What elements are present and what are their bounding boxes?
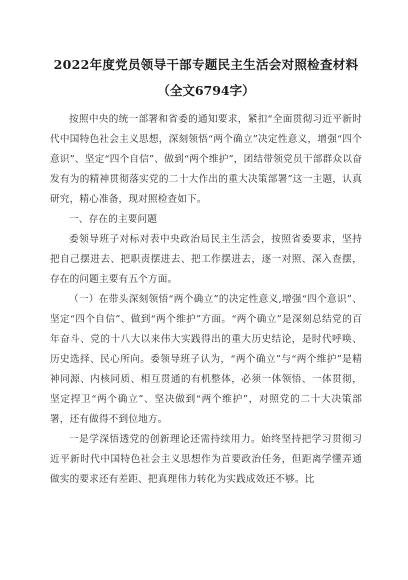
- document-title: 2022年度党员领导干部专题民主生活会对照检查材料: [53, 57, 359, 72]
- intro-paragraph: 按照中央的统一部署和省委的通知要求，紧扣“全面贯彻习近平新时代中国特色社会主义思想，深刻领悟“两个确立”决定性意义，增强“四个意识”、坚定“四个自信”、做到“两个维护”，团结带领党员干部群众以奋发有为的精神贯彻落实党的二十大作出的重大决策部署”这一主题，认真研究，精心准备，现对照检查如下。: [50, 114, 362, 205]
- point-one-paragraph: （一）在带头深刻领悟“两个确立”的决定性意义,增强“四个意识”、坚定“四个自信”、做到“两个维护”方面。“两个确立”是深刻总结党的百年奋斗、党的十八大以来伟大实践得出的重大历史结论，是时代呼唤、历史选择、民心所向。委领导班子认为，“两个确立”与“两个维护”是精神同源、内核同质、相互贯通的有机整体，必须一体领悟、一体贯彻，坚定捍卫“两个确立”、坚决做到“两个维护”，对照党的二十大决策部署，还有做得不到位地方。: [50, 294, 362, 425]
- document-subtitle: （全文6794字）: [157, 83, 255, 98]
- item-one-paragraph: 一是学深悟透党的创新理论还需持续用力。始终坚持把学习贯彻习近平新时代中国特色社会主义思想作为首要政治任务，但距离学懂弄通做实的要求还有差距、把真理伟力转化为实践成效还不够。比: [50, 434, 362, 485]
- section-heading: 一、存在的主要问题: [69, 214, 158, 225]
- section-body-paragraph: 委领导班子对标对表中央政治局民主生活会，按照省委要求，坚持把自己摆进去、把职责摆进去、把工作摆进去，逐一对照、深入查摆，存在的问题主要有五个方面。: [50, 234, 362, 285]
